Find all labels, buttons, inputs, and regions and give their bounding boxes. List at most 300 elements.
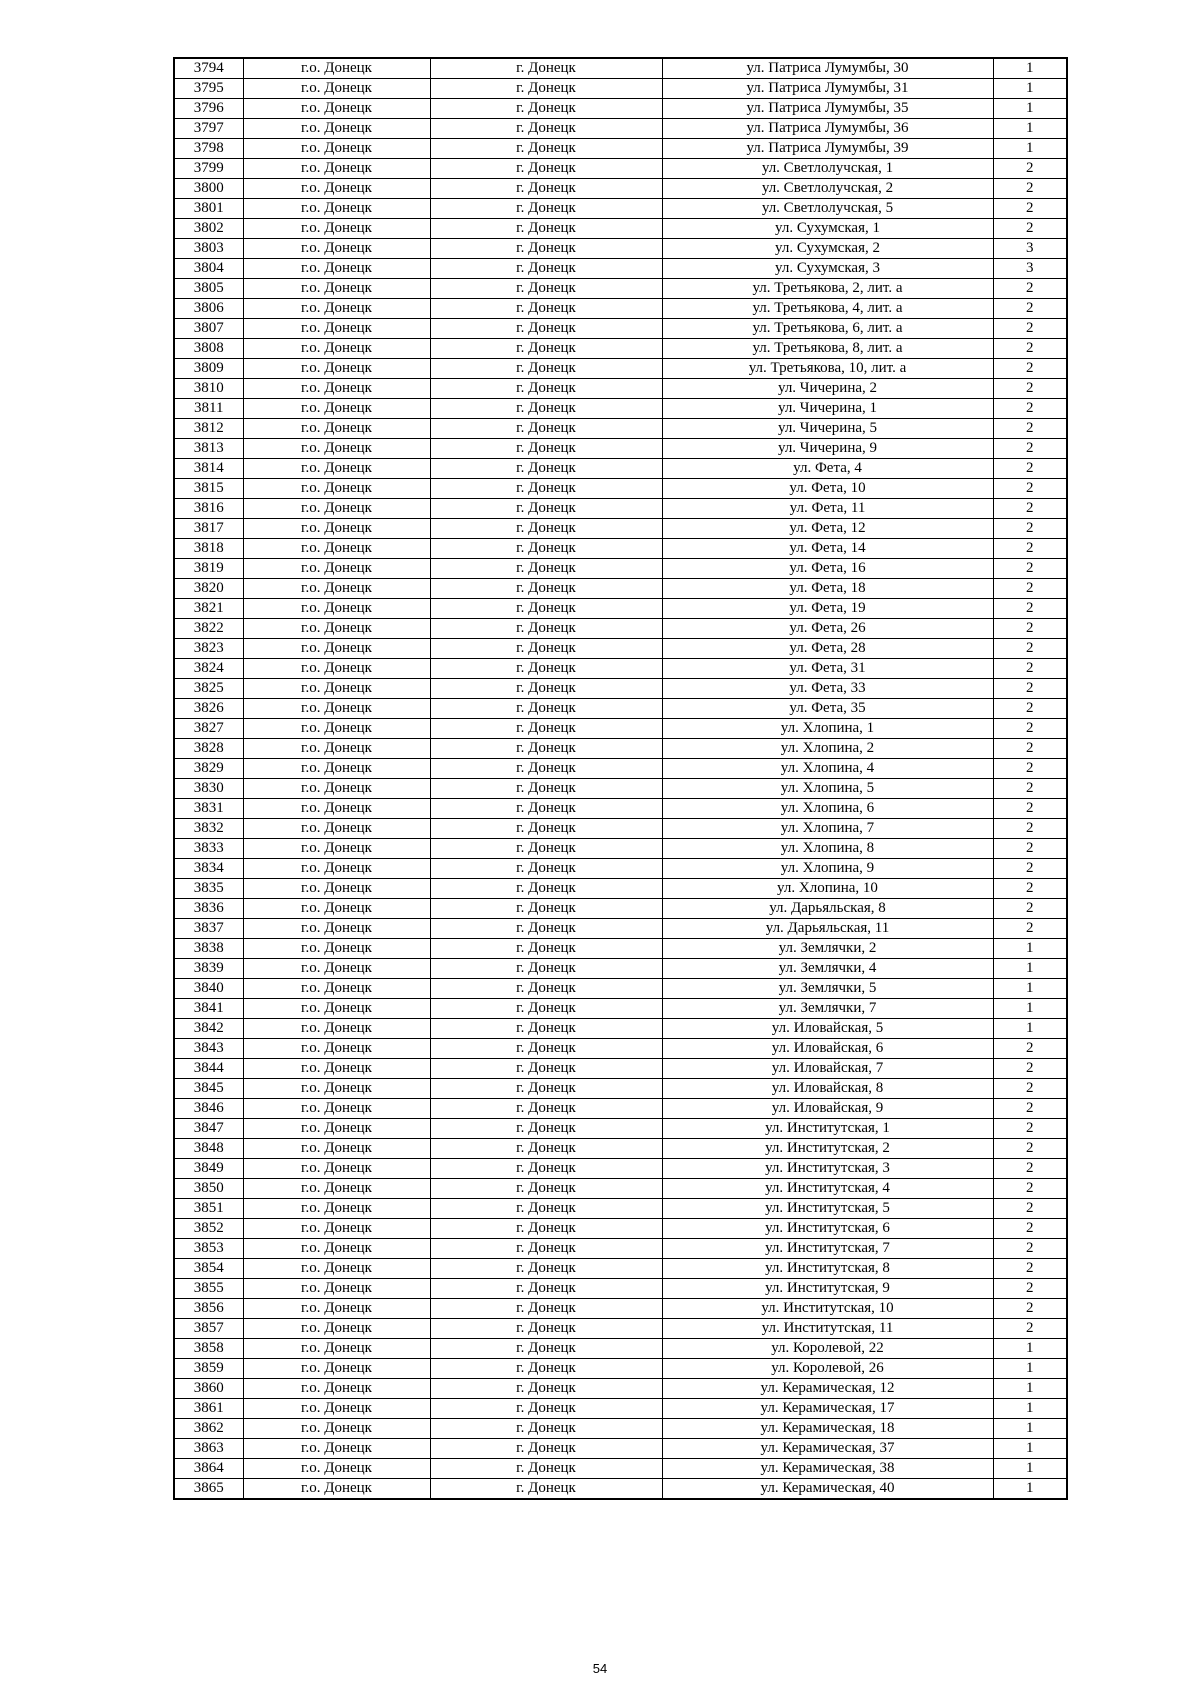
row-number-cell: 3848 [174,1139,243,1159]
city-cell: г. Донецк [430,1299,662,1319]
city-cell: г. Донецк [430,199,662,219]
row-number-cell: 3861 [174,1399,243,1419]
district-cell: г.о. Донецк [243,219,430,239]
count-cell: 2 [993,699,1067,719]
table-row [174,919,1067,939]
row-number-cell: 3862 [174,1419,243,1439]
city-cell: г. Донецк [430,1159,662,1179]
table-row [174,1159,1067,1179]
table-row [174,1339,1067,1359]
address-cell: ул. Дарьяльская, 8 [662,899,993,919]
row-number-cell: 3819 [174,559,243,579]
address-cell: ул. Землячки, 2 [662,939,993,959]
city-cell: г. Донецк [430,979,662,999]
table-row [174,139,1067,159]
row-number-cell: 3804 [174,259,243,279]
district-cell: г.о. Донецк [243,1399,430,1419]
address-cell: ул. Хлопина, 9 [662,859,993,879]
count-cell: 2 [993,639,1067,659]
count-cell: 2 [993,779,1067,799]
table-row [174,219,1067,239]
table-row [174,159,1067,179]
table-row [174,1239,1067,1259]
count-cell: 1 [993,1359,1067,1379]
city-cell: г. Донецк [430,379,662,399]
row-number-cell: 3838 [174,939,243,959]
city-cell: г. Донецк [430,779,662,799]
address-cell: ул. Сухумская, 2 [662,239,993,259]
district-cell: г.о. Донецк [243,1439,430,1459]
address-cell: ул. Третьякова, 8, лит. а [662,339,993,359]
count-cell: 1 [993,1379,1067,1399]
row-number-cell: 3826 [174,699,243,719]
table-row [174,619,1067,639]
district-cell: г.о. Донецк [243,1099,430,1119]
district-cell: г.о. Донецк [243,539,430,559]
city-cell: г. Донецк [430,759,662,779]
district-cell: г.о. Донецк [243,939,430,959]
table-row [174,799,1067,819]
city-cell: г. Донецк [430,359,662,379]
count-cell: 2 [993,859,1067,879]
count-cell: 2 [993,179,1067,199]
district-cell: г.о. Донецк [243,1139,430,1159]
row-number-cell: 3794 [174,58,243,79]
table-row [174,1419,1067,1439]
count-cell: 1 [993,1399,1067,1419]
district-cell: г.о. Донецк [243,1419,430,1439]
row-number-cell: 3839 [174,959,243,979]
row-number-cell: 3830 [174,779,243,799]
city-cell: г. Донецк [430,939,662,959]
table-row [174,119,1067,139]
address-cell: ул. Керамическая, 40 [662,1479,993,1500]
district-cell: г.о. Донецк [243,339,430,359]
district-cell: г.о. Донецк [243,479,430,499]
address-cell: ул. Дарьяльская, 11 [662,919,993,939]
table-row [174,519,1067,539]
city-cell: г. Донецк [430,1219,662,1239]
address-cell: ул. Хлопина, 6 [662,799,993,819]
city-cell: г. Донецк [430,1079,662,1099]
row-number-cell: 3865 [174,1479,243,1500]
city-cell: г. Донецк [430,539,662,559]
count-cell: 2 [993,479,1067,499]
city-cell: г. Донецк [430,1099,662,1119]
table-row [174,639,1067,659]
address-cell: ул. Институтская, 7 [662,1239,993,1259]
count-cell: 1 [993,939,1067,959]
count-cell: 2 [993,419,1067,439]
table-row [174,739,1067,759]
city-cell: г. Донецк [430,139,662,159]
district-cell: г.о. Донецк [243,499,430,519]
row-number-cell: 3845 [174,1079,243,1099]
table-row [174,1139,1067,1159]
row-number-cell: 3844 [174,1059,243,1079]
address-cell: ул. Патриса Лумумбы, 35 [662,99,993,119]
count-cell: 2 [993,1119,1067,1139]
row-number-cell: 3831 [174,799,243,819]
city-cell: г. Донецк [430,439,662,459]
row-number-cell: 3802 [174,219,243,239]
address-cell: ул. Керамическая, 37 [662,1439,993,1459]
city-cell: г. Донецк [430,1479,662,1500]
count-cell: 1 [993,959,1067,979]
table-row [174,1099,1067,1119]
city-cell: г. Донецк [430,879,662,899]
district-cell: г.о. Донецк [243,919,430,939]
city-cell: г. Донецк [430,819,662,839]
row-number-cell: 3855 [174,1279,243,1299]
city-cell: г. Донецк [430,699,662,719]
address-cell: ул. Третьякова, 10, лит. а [662,359,993,379]
table-row [174,579,1067,599]
row-number-cell: 3858 [174,1339,243,1359]
district-cell: г.о. Донецк [243,1259,430,1279]
table-row [174,899,1067,919]
row-number-cell: 3818 [174,539,243,559]
city-cell: г. Донецк [430,1379,662,1399]
city-cell: г. Донецк [430,299,662,319]
count-cell: 3 [993,239,1067,259]
count-cell: 2 [993,439,1067,459]
row-number-cell: 3820 [174,579,243,599]
table-row [174,1039,1067,1059]
address-cell: ул. Третьякова, 2, лит. а [662,279,993,299]
city-cell: г. Донецк [430,459,662,479]
count-cell: 2 [993,199,1067,219]
row-number-cell: 3860 [174,1379,243,1399]
city-cell: г. Донецк [430,79,662,99]
district-cell: г.о. Донецк [243,439,430,459]
table-row [174,319,1067,339]
count-cell: 2 [993,339,1067,359]
district-cell: г.о. Донецк [243,159,430,179]
table-row [174,439,1067,459]
table-row [174,599,1067,619]
count-cell: 2 [993,1259,1067,1279]
count-cell: 2 [993,899,1067,919]
address-cell: ул. Третьякова, 4, лит. а [662,299,993,319]
count-cell: 2 [993,1059,1067,1079]
table-row [174,1079,1067,1099]
row-number-cell: 3809 [174,359,243,379]
city-cell: г. Донецк [430,419,662,439]
row-number-cell: 3853 [174,1239,243,1259]
district-cell: г.о. Донецк [243,1319,430,1339]
count-cell: 2 [993,819,1067,839]
district-cell: г.о. Донецк [243,859,430,879]
table-row [174,459,1067,479]
address-cell: ул. Третьякова, 6, лит. а [662,319,993,339]
city-cell: г. Донецк [430,959,662,979]
district-cell: г.о. Донецк [243,1379,430,1399]
address-cell: ул. Фета, 33 [662,679,993,699]
address-cell: ул. Керамическая, 17 [662,1399,993,1419]
district-cell: г.о. Донецк [243,1059,430,1079]
city-cell: г. Донецк [430,1259,662,1279]
table-row [174,499,1067,519]
table-row [174,1459,1067,1479]
count-cell: 2 [993,1219,1067,1239]
table-row [174,79,1067,99]
address-cell: ул. Институтская, 6 [662,1219,993,1239]
count-cell: 2 [993,1299,1067,1319]
count-cell: 2 [993,1179,1067,1199]
address-table-body [174,58,1067,1499]
table-row [174,1179,1067,1199]
count-cell: 2 [993,359,1067,379]
address-cell: ул. Чичерина, 1 [662,399,993,419]
table-row [174,539,1067,559]
city-cell: г. Донецк [430,58,662,79]
count-cell: 1 [993,58,1067,79]
count-cell: 2 [993,679,1067,699]
table-row [174,999,1067,1019]
count-cell: 3 [993,259,1067,279]
district-cell: г.о. Донецк [243,379,430,399]
table-row [174,1399,1067,1419]
district-cell: г.о. Донецк [243,659,430,679]
table-row [174,199,1067,219]
district-cell: г.о. Донецк [243,359,430,379]
table-row [174,359,1067,379]
address-cell: ул. Фета, 26 [662,619,993,639]
table-row [174,759,1067,779]
district-cell: г.о. Донецк [243,199,430,219]
row-number-cell: 3835 [174,879,243,899]
row-number-cell: 3811 [174,399,243,419]
district-cell: г.о. Донецк [243,419,430,439]
row-number-cell: 3841 [174,999,243,1019]
address-cell: ул. Иловайская, 8 [662,1079,993,1099]
row-number-cell: 3846 [174,1099,243,1119]
city-cell: г. Донецк [430,1199,662,1219]
row-number-cell: 3803 [174,239,243,259]
address-cell: ул. Иловайская, 6 [662,1039,993,1059]
count-cell: 2 [993,579,1067,599]
address-cell: ул. Землячки, 7 [662,999,993,1019]
address-cell: ул. Сухумская, 3 [662,259,993,279]
address-cell: ул. Иловайская, 5 [662,1019,993,1039]
address-cell: ул. Фета, 14 [662,539,993,559]
row-number-cell: 3827 [174,719,243,739]
row-number-cell: 3836 [174,899,243,919]
address-cell: ул. Патриса Лумумбы, 36 [662,119,993,139]
city-cell: г. Донецк [430,99,662,119]
count-cell: 2 [993,459,1067,479]
city-cell: г. Донецк [430,179,662,199]
city-cell: г. Донецк [430,239,662,259]
district-cell: г.о. Донецк [243,1359,430,1379]
address-cell: ул. Патриса Лумумбы, 30 [662,58,993,79]
city-cell: г. Донецк [430,1359,662,1379]
table-row [174,479,1067,499]
address-cell: ул. Институтская, 4 [662,1179,993,1199]
row-number-cell: 3857 [174,1319,243,1339]
district-cell: г.о. Донецк [243,519,430,539]
city-cell: г. Донецк [430,279,662,299]
row-number-cell: 3815 [174,479,243,499]
district-cell: г.о. Донецк [243,399,430,419]
address-cell: ул. Иловайская, 7 [662,1059,993,1079]
city-cell: г. Донецк [430,1419,662,1439]
row-number-cell: 3856 [174,1299,243,1319]
table-row [174,679,1067,699]
address-cell: ул. Институтская, 9 [662,1279,993,1299]
count-cell: 2 [993,719,1067,739]
city-cell: г. Донецк [430,639,662,659]
count-cell: 2 [993,1319,1067,1339]
table-row [174,279,1067,299]
row-number-cell: 3796 [174,99,243,119]
district-cell: г.о. Донецк [243,639,430,659]
address-cell: ул. Институтская, 3 [662,1159,993,1179]
city-cell: г. Донецк [430,799,662,819]
address-cell: ул. Институтская, 1 [662,1119,993,1139]
count-cell: 2 [993,879,1067,899]
row-number-cell: 3799 [174,159,243,179]
address-cell: ул. Патриса Лумумбы, 31 [662,79,993,99]
count-cell: 1 [993,1439,1067,1459]
row-number-cell: 3834 [174,859,243,879]
count-cell: 1 [993,79,1067,99]
city-cell: г. Донецк [430,119,662,139]
district-cell: г.о. Донецк [243,959,430,979]
row-number-cell: 3828 [174,739,243,759]
city-cell: г. Донецк [430,1399,662,1419]
address-cell: ул. Керамическая, 38 [662,1459,993,1479]
count-cell: 1 [993,999,1067,1019]
row-number-cell: 3798 [174,139,243,159]
address-cell: ул. Фета, 16 [662,559,993,579]
row-number-cell: 3849 [174,1159,243,1179]
address-cell: ул. Фета, 18 [662,579,993,599]
count-cell: 2 [993,1159,1067,1179]
city-cell: г. Донецк [430,1119,662,1139]
table-row [174,1439,1067,1459]
city-cell: г. Донецк [430,1439,662,1459]
row-number-cell: 3810 [174,379,243,399]
address-cell: ул. Сухумская, 1 [662,219,993,239]
district-cell: г.о. Донецк [243,1339,430,1359]
table-row [174,1319,1067,1339]
city-cell: г. Донецк [430,519,662,539]
district-cell: г.о. Донецк [243,619,430,639]
city-cell: г. Донецк [430,579,662,599]
count-cell: 2 [993,399,1067,419]
city-cell: г. Донецк [430,399,662,419]
district-cell: г.о. Донецк [243,1119,430,1139]
address-cell: ул. Фета, 12 [662,519,993,539]
address-cell: ул. Хлопина, 5 [662,779,993,799]
district-cell: г.о. Донецк [243,719,430,739]
address-cell: ул. Керамическая, 18 [662,1419,993,1439]
district-cell: г.о. Донецк [243,579,430,599]
district-cell: г.о. Донецк [243,179,430,199]
count-cell: 1 [993,1459,1067,1479]
address-cell: ул. Институтская, 11 [662,1319,993,1339]
row-number-cell: 3801 [174,199,243,219]
district-cell: г.о. Донецк [243,1199,430,1219]
district-cell: г.о. Донецк [243,1219,430,1239]
district-cell: г.о. Донецк [243,1079,430,1099]
city-cell: г. Донецк [430,1179,662,1199]
count-cell: 2 [993,659,1067,679]
city-cell: г. Донецк [430,499,662,519]
district-cell: г.о. Донецк [243,679,430,699]
city-cell: г. Донецк [430,1059,662,1079]
table-row [174,779,1067,799]
count-cell: 2 [993,1199,1067,1219]
address-cell: ул. Фета, 11 [662,499,993,519]
address-cell: ул. Иловайская, 9 [662,1099,993,1119]
row-number-cell: 3814 [174,459,243,479]
district-cell: г.о. Донецк [243,839,430,859]
table-row [174,1219,1067,1239]
table-row [174,839,1067,859]
district-cell: г.о. Донецк [243,459,430,479]
row-number-cell: 3863 [174,1439,243,1459]
count-cell: 2 [993,1239,1067,1259]
table-row [174,1259,1067,1279]
district-cell: г.о. Донецк [243,239,430,259]
district-cell: г.о. Донецк [243,1179,430,1199]
table-row [174,1299,1067,1319]
city-cell: г. Донецк [430,1459,662,1479]
row-number-cell: 3823 [174,639,243,659]
row-number-cell: 3797 [174,119,243,139]
address-cell: ул. Институтская, 10 [662,1299,993,1319]
city-cell: г. Донецк [430,259,662,279]
address-cell: ул. Институтская, 2 [662,1139,993,1159]
row-number-cell: 3822 [174,619,243,639]
district-cell: г.о. Донецк [243,1019,430,1039]
row-number-cell: 3832 [174,819,243,839]
district-cell: г.о. Донецк [243,259,430,279]
city-cell: г. Донецк [430,1239,662,1259]
table-row [174,719,1067,739]
table-row [174,1279,1067,1299]
count-cell: 2 [993,599,1067,619]
district-cell: г.о. Донецк [243,319,430,339]
district-cell: г.о. Донецк [243,779,430,799]
address-cell: ул. Фета, 19 [662,599,993,619]
city-cell: г. Донецк [430,1039,662,1059]
city-cell: г. Донецк [430,839,662,859]
row-number-cell: 3795 [174,79,243,99]
address-cell: ул. Институтская, 8 [662,1259,993,1279]
table-row [174,1059,1067,1079]
count-cell: 2 [993,1279,1067,1299]
city-cell: г. Донецк [430,599,662,619]
address-cell: ул. Королевой, 22 [662,1339,993,1359]
row-number-cell: 3806 [174,299,243,319]
district-cell: г.о. Донецк [243,139,430,159]
page-number: 54 [592,1661,608,1676]
table-row [174,979,1067,999]
count-cell: 1 [993,1339,1067,1359]
table-row [174,879,1067,899]
address-cell: ул. Хлопина, 4 [662,759,993,779]
row-number-cell: 3800 [174,179,243,199]
address-cell: ул. Чичерина, 5 [662,419,993,439]
district-cell: г.о. Донецк [243,58,430,79]
address-cell: ул. Чичерина, 2 [662,379,993,399]
district-cell: г.о. Донецк [243,1299,430,1319]
city-cell: г. Донецк [430,479,662,499]
